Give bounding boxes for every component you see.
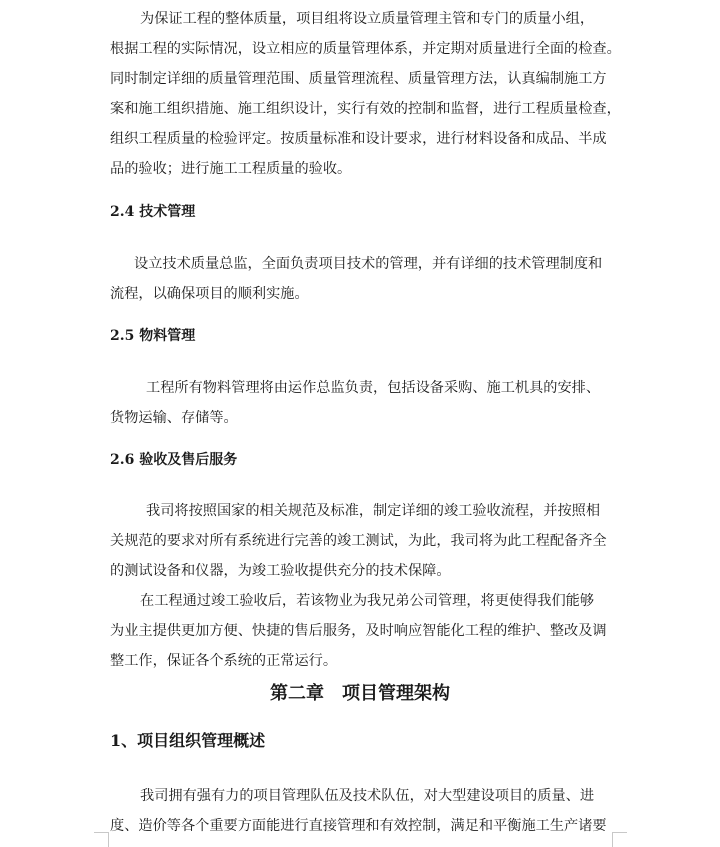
section-title: 1、项目组织管理概述 [110,731,266,750]
text-line: 货物运输、存储等。 [110,410,238,426]
text-line: 同时制定详细的质量管理范围、质量管理流程、质量管理方法，认真编制施工方 [110,71,607,87]
paragraph-acceptance [110,496,610,586]
text-line: 我司将按照国家的相关规范及标准，制定详细的竣工验收流程，并按照相 [146,503,601,519]
text-line: 组织工程质量的检验评定。按质量标准和设计要求，进行材料设备和成品、半成 [110,131,607,147]
text-line: 为保证工程的整体质量，项目组将设立质量管理主管和专门的质量小组， [140,11,595,27]
paragraph-after-sales [110,586,610,676]
paragraph-organization-overview [110,781,610,841]
text-line: 设立技术质量总监，全面负责项目技术的管理，并有详细的技术管理制度和 [134,256,603,272]
text-line: 案和施工组织措施、施工组织设计，实行有效的控制和监督，进行工程质量检查， [110,101,621,117]
margin-corner-mark [612,832,627,847]
text-line: 根据工程的实际情况，设立相应的质量管理体系，并定期对质量进行全面的检查。 [110,41,621,57]
text-line: 整工作，保证各个系统的正常运行。 [110,653,338,669]
heading-technical-management: 2.4 技术管理 [110,204,196,220]
text-line: 在工程通过竣工验收后，若该物业为我兄弟公司管理，将更使得我们能够 [140,593,595,609]
text-line: 关规范的要求对所有系统进行完善的竣工测试，为此，我司将为此工程配备齐全 [110,533,607,549]
paragraph-materials-management [110,373,610,433]
text-line: 度、造价等各个重要方面能进行直接管理和有效控制，满足和平衡施工生产诸要 [110,818,607,834]
margin-corner-mark [94,832,109,847]
heading-materials-management: 2.5 物料管理 [110,328,196,344]
chapter-title: 第二章 项目管理架构 [270,683,450,704]
text-line: 品的验收；进行施工工程质量的验收。 [110,161,352,177]
paragraph-quality-management [110,4,621,184]
text-line: 我司拥有强有力的项目管理队伍及技术队伍，对大型建设项目的质量、进 [140,788,595,804]
paragraph-technical-management [110,249,610,309]
text-line: 为业主提供更加方便、快捷的售后服务，及时响应智能化工程的维护、整改及调 [110,623,607,639]
heading-acceptance-service: 2.6 验收及售后服务 [110,452,238,468]
text-line: 的测试设备和仪器，为竣工验收提供充分的技术保障。 [110,563,451,579]
text-line: 流程，以确保项目的顺利实施。 [110,286,309,302]
text-line: 工程所有物料管理将由运作总监负责，包括设备采购、施工机具的安排、 [146,380,601,396]
